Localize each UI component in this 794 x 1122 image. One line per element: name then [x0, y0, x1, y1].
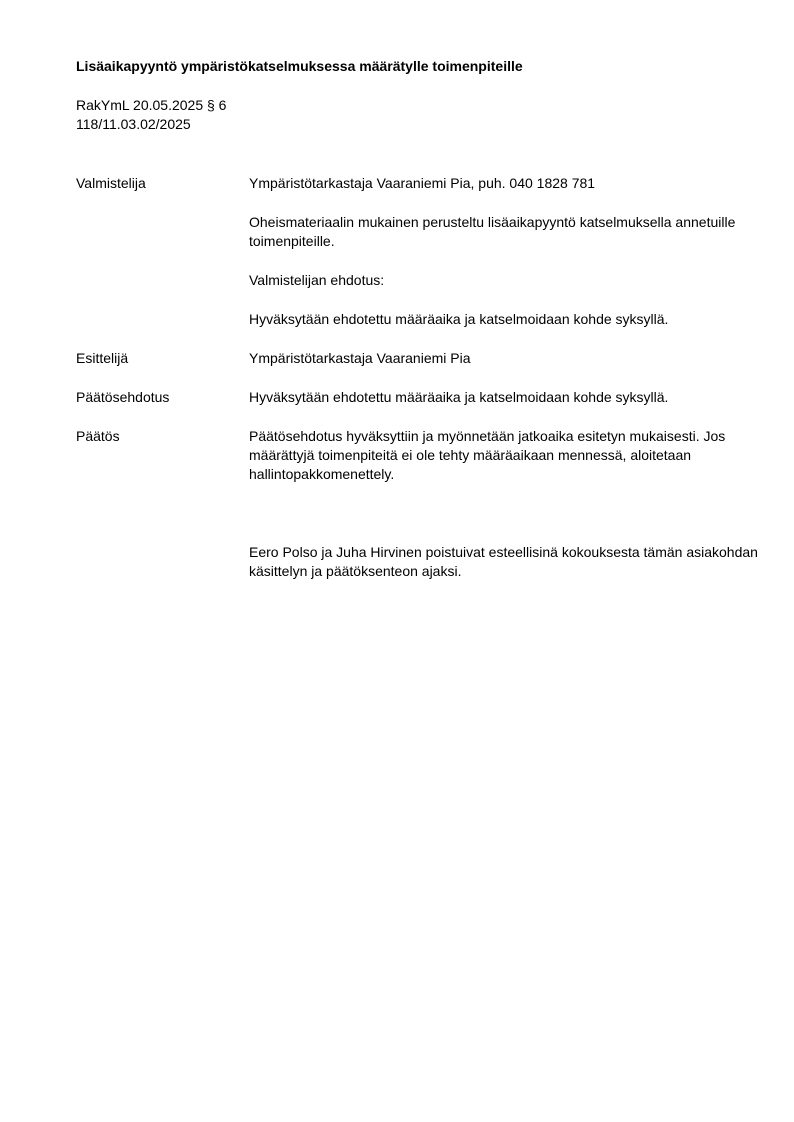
label-paatosehdotus: Päätösehdotus: [76, 389, 170, 405]
valmistelija-preparer: Ympäristötarkastaja Vaaraniemi Pia, puh. 040 1828 781: [249, 175, 596, 191]
esittelija-value: Ympäristötarkastaja Vaaraniemi Pia: [249, 350, 471, 366]
paatosehdotus-value: Hyväksytään ehdotettu määräaika ja katselmoidaan kohde syksyllä.: [249, 389, 669, 405]
label-esittelija: Esittelijä: [76, 350, 129, 366]
document-title: Lisäaikapyyntö ympäristökatselmuksessa määrätylle toimenpiteille: [76, 58, 523, 74]
reference-line-2: 118/11.03.02/2025: [76, 116, 191, 132]
valmistelija-proposal-heading: Valmistelijan ehdotus:: [249, 272, 385, 288]
valmistelija-description: Oheismateriaalin mukainen perusteltu lisäaikapyyntö katselmuksella annetuille toimenpiteille.: [249, 214, 736, 249]
label-paatos: Päätös: [76, 428, 120, 444]
document-reference: [76, 96, 226, 134]
paatos-note: Eero Polso ja Juha Hirvinen poistuivat esteellisinä kokouksesta tämän asiakohdan käsittelyn ja päätöksenteon ajaksi.: [249, 544, 758, 579]
label-valmistelija: Valmistelija: [76, 175, 146, 191]
valmistelija-proposal: Hyväksytään ehdotettu määräaika ja katselmoidaan kohde syksyllä.: [249, 311, 669, 327]
paatos-value: Päätösehdotus hyväksyttiin ja myönnetään jatkoaika esitetyn mukaisesti. Jos määrättyjä toimenpiteitä ei ole tehty määräaikaan mennessä, aloitetaan hallintopakkomenettely.: [249, 428, 726, 482]
reference-line-1: RakYmL 20.05.2025 § 6: [76, 97, 227, 113]
